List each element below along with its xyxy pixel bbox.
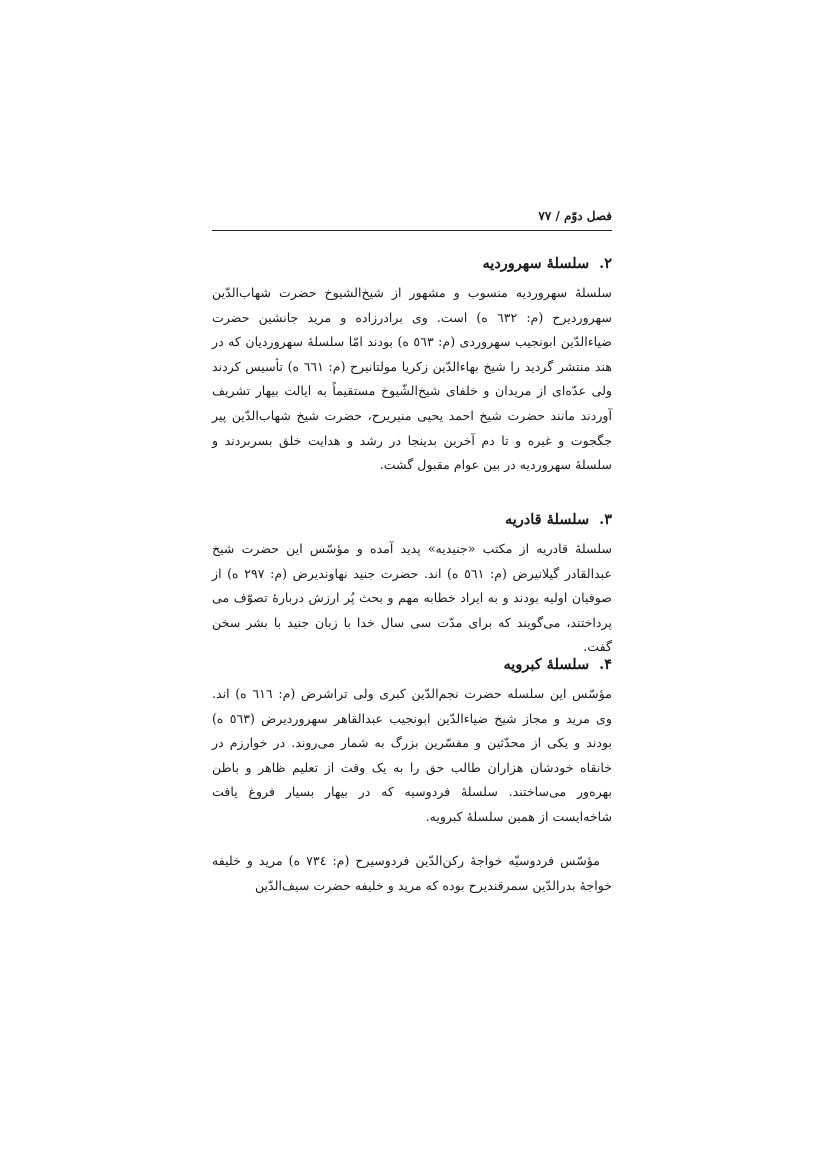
section-title-suhrawardiyya [212, 254, 612, 274]
section-number: ۴. [599, 656, 612, 673]
paragraph-suhrawardiyya: سلسلهٔ سهروردیه منسوب و مشهور از شیخ‌الشیوخ حضرت شهاب‌الدّین سهروردیرح (م: ٦٣٢ ه) است. وی برادرزاده و مرید جانشین حضرت ضیاءالدّین ابونجیب سهروردی (م: ٥٦٣ ه) بودند امّا سلسلهٔ سهروردیان که در هند منتشر گردید را شیخ بهاءالدّین زکریا مولتانیرح (م: ٦٦١ ه) تأسیس کردند ولی عدّه‌ای از مریدان و خلفای شیخ‌الشّیوخ مستقیماً به ایالت بیهار تشریف آوردند مانند حضرت شیخ احمد یحیی منیریرح، حضرت شیخ شهاب‌الدّین پیر جگجوت و غیره و تا دم آخرین بدینجا در رشد و هدایت خلق بسربردند و سلسلهٔ سهروردیه در بین عوام مقبول گشت. [212, 285, 612, 473]
paragraph-kubrawiyya: مؤسّس این سلسله حضرت نجم‌الدّین کبری ولی تراشرض (م: ٦١٦ ه) اند. وی مرید و مجاز شیخ ضیاءالدّین ابونجیب عبدالقاهر سهروردیرض (٥٦٣ ه) بودند و یکی از محدّثین و مفسّرین بزرگ به شمار می‌روند. در خوارزم در خانقاه خودشان هزاران طالب حق را به یک وقت از تعلیم ظاهر و باطن بهره‌ور می‌ساختند. سلسلهٔ فردوسیه که در بیهار بسیار فروغ یافت شاخه‌ایست از همین سلسلهٔ کبرویه. [212, 686, 612, 824]
paragraph-firdawsiyya: مؤسّس فردوسیّه خواجهٔ رکن‌الدّین فردوسیرح (م: ٧٣٤ ه) مرید و خلیفه خواجهٔ بدرالدّین سمرقندیرح بوده که مرید و خلیفه حضرت سیف‌الدّین [212, 853, 612, 893]
section-heading: سلسلهٔ سهروردیه [482, 255, 590, 272]
section-heading: سلسلهٔ کبرویه [503, 656, 590, 673]
section-number: ۲. [599, 255, 612, 272]
running-header: فصل دوّم / ۷۷ [212, 208, 612, 231]
section-title-qadiriyya [212, 510, 612, 530]
section-heading: سلسلهٔ قادریه [505, 511, 590, 528]
paragraph-qadiriyya: سلسلهٔ قادریه از مکتب «جنیدیه» پدید آمده و مؤسّس این حضرت شیخ عبدالقادر گیلانیرض (م: ٥٦١ ه) اند. حضرت جنید نهاوندیرض (م: ٢٩٧ ه) از صوفیان اولیه بودند و به ایراد خطابه مهم و بحث پُر ارزش دربارهٔ تصوّف می پرداختند، می‌گویند که برای مدّت سی سال خدا با زبان جنید با بشر سخن گفت. [212, 541, 613, 655]
section-title-kubrawiyya [212, 655, 612, 675]
section-number: ۳. [599, 511, 612, 528]
document-page [212, 0, 612, 1169]
